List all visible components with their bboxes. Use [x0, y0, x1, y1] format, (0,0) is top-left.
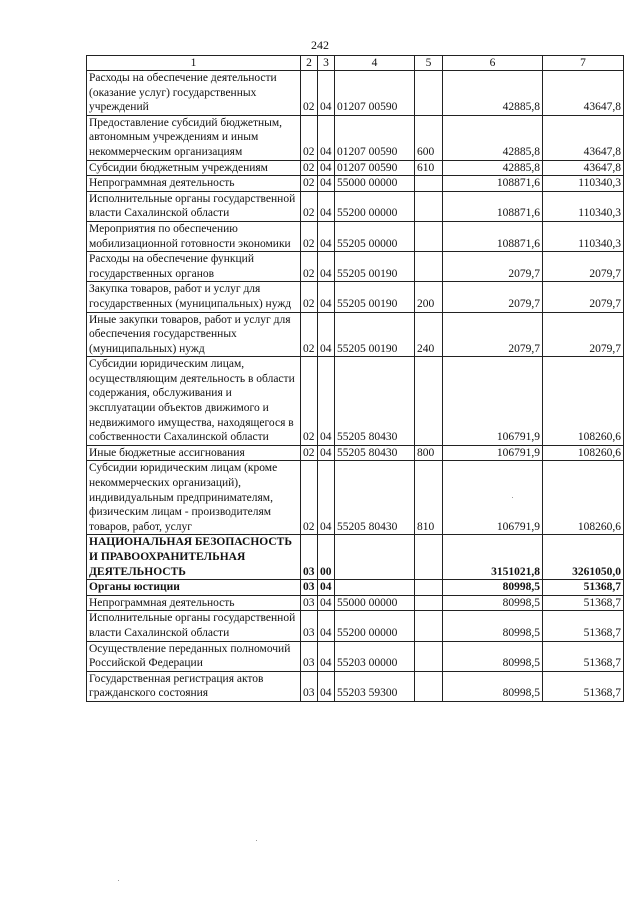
row-subsection-code: 04	[318, 357, 335, 446]
row-amount-year1: 80998,5	[443, 611, 543, 641]
row-subsection-code: 04	[318, 595, 335, 611]
row-target-article: 55200 00000	[335, 191, 415, 221]
row-target-article: 55000 00000	[335, 595, 415, 611]
row-section-code: 02	[301, 160, 318, 176]
row-amount-year1: 3151021,8	[443, 535, 543, 580]
row-subsection-code: 04	[318, 445, 335, 461]
row-target-article: 55205 00190	[335, 252, 415, 282]
row-section-code: 03	[301, 595, 318, 611]
row-subsection-code: 04	[318, 611, 335, 641]
row-section-code: 03	[301, 611, 318, 641]
page-number: 242	[311, 38, 329, 52]
row-name: Осуществление переданных полномочий Российской Федерации	[87, 641, 301, 671]
scan-speck	[512, 497, 513, 498]
row-section-code: 03	[301, 641, 318, 671]
row-amount-year1: 106791,9	[443, 461, 543, 535]
table-body	[87, 71, 624, 702]
row-amount-year1: 106791,9	[443, 357, 543, 446]
table-row	[87, 611, 624, 641]
table-row	[87, 115, 624, 160]
row-name: Иные закупки товаров, работ и услуг для обеспечения государственных (муниципальных) нужд	[87, 312, 301, 357]
row-subsection-code: 04	[318, 671, 335, 701]
row-name: Закупка товаров, работ и услуг для государственных (муниципальных) нужд	[87, 282, 301, 312]
row-section-code: 02	[301, 71, 318, 116]
row-expense-type	[415, 71, 443, 116]
row-name: Расходы на обеспечение функций государственных органов	[87, 252, 301, 282]
row-target-article: 01207 00590	[335, 115, 415, 160]
row-section-code: 02	[301, 312, 318, 357]
row-expense-type	[415, 580, 443, 596]
row-amount-year2: 43647,8	[543, 160, 624, 176]
table-row	[87, 357, 624, 446]
row-expense-type	[415, 671, 443, 701]
row-expense-type	[415, 535, 443, 580]
row-section-code: 02	[301, 357, 318, 446]
row-target-article: 55205 00190	[335, 282, 415, 312]
header-col-7: 7	[543, 56, 624, 71]
table-row	[87, 535, 624, 580]
table-row	[87, 445, 624, 461]
row-subsection-code: 04	[318, 160, 335, 176]
budget-table	[86, 55, 624, 702]
row-amount-year2: 51368,7	[543, 641, 624, 671]
row-target-article	[335, 535, 415, 580]
row-amount-year2: 108260,6	[543, 445, 624, 461]
table-row	[87, 221, 624, 251]
row-amount-year2: 110340,3	[543, 176, 624, 192]
row-target-article: 55203 59300	[335, 671, 415, 701]
row-section-code: 02	[301, 176, 318, 192]
table-row	[87, 160, 624, 176]
table-row	[87, 595, 624, 611]
row-amount-year2: 108260,6	[543, 461, 624, 535]
row-subsection-code: 04	[318, 312, 335, 357]
row-section-code: 02	[301, 282, 318, 312]
row-amount-year2: 51368,7	[543, 671, 624, 701]
row-amount-year2: 43647,8	[543, 71, 624, 116]
row-expense-type: 800	[415, 445, 443, 461]
header-col-4: 4	[335, 56, 415, 71]
table-row	[87, 71, 624, 116]
row-target-article: 55203 00000	[335, 641, 415, 671]
row-subsection-code: 04	[318, 115, 335, 160]
row-amount-year1: 108871,6	[443, 176, 543, 192]
row-target-article: 55000 00000	[335, 176, 415, 192]
header-col-1: 1	[87, 56, 301, 71]
row-amount-year1: 80998,5	[443, 671, 543, 701]
row-name: Государственная регистрация актов гражданского состояния	[87, 671, 301, 701]
row-subsection-code: 04	[318, 461, 335, 535]
row-expense-type	[415, 176, 443, 192]
row-expense-type	[415, 641, 443, 671]
row-target-article	[335, 580, 415, 596]
row-subsection-code: 04	[318, 282, 335, 312]
table-row	[87, 176, 624, 192]
table-row	[87, 580, 624, 596]
row-target-article: 55205 00190	[335, 312, 415, 357]
row-section-code: 02	[301, 445, 318, 461]
table-row	[87, 641, 624, 671]
row-expense-type	[415, 357, 443, 446]
row-expense-type: 600	[415, 115, 443, 160]
row-subsection-code: 04	[318, 176, 335, 192]
row-subsection-code: 04	[318, 71, 335, 116]
row-amount-year1: 80998,5	[443, 641, 543, 671]
row-name: Субсидии юридическим лицам, осуществляющим деятельность в области содержания, обслуживания и эксплуатации объектов движимого и недвижимого имущества, находящегося в собственности Сахалинской области	[87, 357, 301, 446]
header-col-5: 5	[415, 56, 443, 71]
row-target-article: 55205 80430	[335, 357, 415, 446]
header-col-3: 3	[318, 56, 335, 71]
header-col-6: 6	[443, 56, 543, 71]
row-amount-year1: 108871,6	[443, 221, 543, 251]
row-expense-type: 200	[415, 282, 443, 312]
row-name: НАЦИОНАЛЬНАЯ БЕЗОПАСНОСТЬ И ПРАВООХРАНИТЕЛЬНАЯ ДЕЯТЕЛЬНОСТЬ	[87, 535, 301, 580]
row-section-code: 03	[301, 580, 318, 596]
header-col-2: 2	[301, 56, 318, 71]
row-section-code: 02	[301, 461, 318, 535]
row-expense-type	[415, 252, 443, 282]
row-name: Исполнительные органы государственной власти Сахалинской области	[87, 191, 301, 221]
row-amount-year1: 2079,7	[443, 312, 543, 357]
row-subsection-code: 04	[318, 580, 335, 596]
row-section-code: 02	[301, 221, 318, 251]
row-target-article: 01207 00590	[335, 71, 415, 116]
row-amount-year2: 110340,3	[543, 191, 624, 221]
row-amount-year2: 2079,7	[543, 252, 624, 282]
row-amount-year2: 2079,7	[543, 282, 624, 312]
row-expense-type	[415, 191, 443, 221]
scan-speck	[256, 840, 257, 841]
row-name: Предоставление субсидий бюджетным, автономным учреждениям и иным некоммерческим организациям	[87, 115, 301, 160]
row-amount-year2: 2079,7	[543, 312, 624, 357]
table-row	[87, 191, 624, 221]
row-name: Мероприятия по обеспечению мобилизационной готовности экономики	[87, 221, 301, 251]
table-row	[87, 282, 624, 312]
row-name: Исполнительные органы государственной власти Сахалинской области	[87, 611, 301, 641]
row-expense-type	[415, 221, 443, 251]
row-amount-year2: 51368,7	[543, 580, 624, 596]
row-name: Иные бюджетные ассигнования	[87, 445, 301, 461]
row-amount-year1: 80998,5	[443, 595, 543, 611]
row-amount-year1: 2079,7	[443, 282, 543, 312]
row-name: Непрограммная деятельность	[87, 595, 301, 611]
row-amount-year1: 106791,9	[443, 445, 543, 461]
scan-speck	[118, 880, 119, 881]
row-amount-year2: 51368,7	[543, 595, 624, 611]
row-section-code: 02	[301, 191, 318, 221]
row-name: Субсидии бюджетным учреждениям	[87, 160, 301, 176]
row-target-article: 55205 80430	[335, 461, 415, 535]
row-name: Непрограммная деятельность	[87, 176, 301, 192]
row-section-code: 03	[301, 671, 318, 701]
row-expense-type	[415, 611, 443, 641]
row-target-article: 55205 00000	[335, 221, 415, 251]
row-name: Расходы на обеспечение деятельности (оказание услуг) государственных учреждений	[87, 71, 301, 116]
table-row	[87, 671, 624, 701]
row-amount-year2: 110340,3	[543, 221, 624, 251]
row-section-code: 02	[301, 252, 318, 282]
row-amount-year1: 80998,5	[443, 580, 543, 596]
row-section-code: 03	[301, 535, 318, 580]
row-name: Субсидии юридическим лицам (кроме некоммерческих организаций), индивидуальным предпринимателям, физическим лицам - производителям товаров, работ, услуг	[87, 461, 301, 535]
row-expense-type: 240	[415, 312, 443, 357]
row-section-code: 02	[301, 115, 318, 160]
row-expense-type: 810	[415, 461, 443, 535]
row-subsection-code: 04	[318, 221, 335, 251]
table-row	[87, 252, 624, 282]
row-subsection-code: 04	[318, 641, 335, 671]
row-amount-year2: 3261050,0	[543, 535, 624, 580]
row-target-article: 01207 00590	[335, 160, 415, 176]
row-amount-year1: 108871,6	[443, 191, 543, 221]
header-row	[87, 56, 624, 71]
row-expense-type: 610	[415, 160, 443, 176]
row-amount-year2: 51368,7	[543, 611, 624, 641]
row-expense-type	[415, 595, 443, 611]
row-name: Органы юстиции	[87, 580, 301, 596]
row-target-article: 55205 80430	[335, 445, 415, 461]
row-subsection-code: 00	[318, 535, 335, 580]
row-amount-year2: 108260,6	[543, 357, 624, 446]
row-amount-year1: 42885,8	[443, 71, 543, 116]
table-row	[87, 312, 624, 357]
row-subsection-code: 04	[318, 252, 335, 282]
row-amount-year2: 43647,8	[543, 115, 624, 160]
row-amount-year1: 2079,7	[443, 252, 543, 282]
row-target-article: 55200 00000	[335, 611, 415, 641]
table-row	[87, 461, 624, 535]
row-amount-year1: 42885,8	[443, 160, 543, 176]
row-subsection-code: 04	[318, 191, 335, 221]
row-amount-year1: 42885,8	[443, 115, 543, 160]
